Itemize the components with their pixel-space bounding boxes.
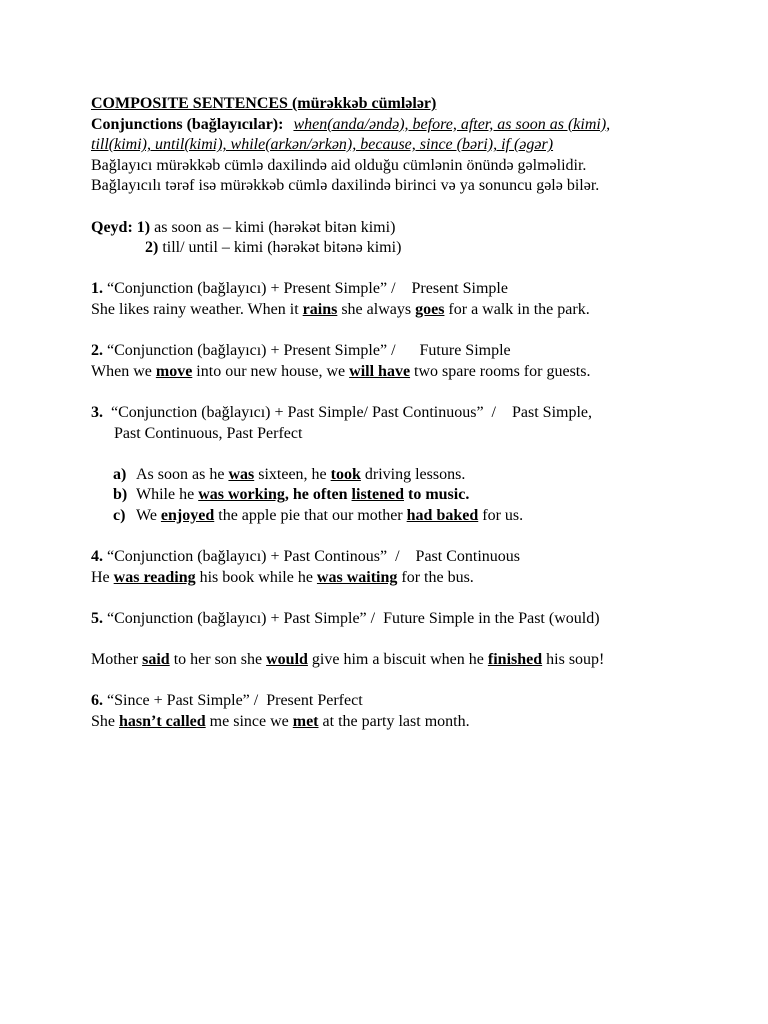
verb-highlight: took bbox=[330, 465, 361, 483]
example-text: for us. bbox=[478, 506, 524, 524]
example-text: Mother bbox=[91, 651, 143, 669]
section-4-formula bbox=[91, 547, 731, 568]
verb-highlight: move bbox=[155, 362, 193, 380]
conjunctions-list-continued: till(kimi), until(kimi), while(arkən/ərkən), because, since (bəri), if (əgər) bbox=[91, 136, 554, 154]
example-text: two spare rooms for guests. bbox=[410, 362, 591, 380]
example-text: for the bus. bbox=[397, 568, 474, 586]
section-2-number: 2. bbox=[91, 342, 103, 360]
section-5-number: 5. bbox=[91, 609, 103, 627]
section-5-example bbox=[91, 650, 731, 671]
section-2-example bbox=[91, 362, 731, 383]
section-6-formula-text: “Since + Past Simple” / Present Perfect bbox=[107, 692, 363, 710]
verb-highlight: will have bbox=[349, 362, 411, 380]
verb-highlight: enjoyed bbox=[160, 506, 215, 524]
note-text-2: till/ until – kimi (hərəkət bitənə kimi) bbox=[158, 239, 402, 257]
list-item bbox=[113, 485, 731, 506]
example-text: give him a biscuit when he bbox=[307, 651, 488, 669]
section-5-formula-text: “Conjunction (bağlayıcı) + Past Simple” / Future Simple in the Past (would) bbox=[107, 609, 600, 627]
conjunctions-line bbox=[91, 115, 731, 136]
section-1-formula bbox=[91, 279, 731, 300]
list-marker: c) bbox=[113, 506, 126, 524]
section-2-formula-text: “Conjunction (bağlayıcı) + Present Simple” / Future Simple bbox=[107, 342, 511, 360]
verb-highlight: was waiting bbox=[316, 568, 398, 586]
document-title: COMPOSITE SENTENCES (mürəkkəb cümlələr) bbox=[91, 95, 437, 112]
conjunctions-list: when(anda/əndə), before, after, as soon as (kimi), bbox=[293, 115, 611, 133]
verb-highlight: rains bbox=[302, 300, 338, 318]
section-2-formula bbox=[91, 341, 731, 362]
verb-highlight: was reading bbox=[113, 568, 196, 586]
list-marker: a) bbox=[113, 465, 127, 483]
note-line-2 bbox=[91, 238, 731, 259]
note-number-2: 2) bbox=[145, 239, 159, 257]
conjunctions-label: Conjunctions (bağlayıcılar): bbox=[91, 115, 284, 133]
verb-highlight: met bbox=[292, 712, 319, 730]
section-4-number: 4. bbox=[91, 548, 103, 566]
example-text: driving lessons. bbox=[360, 465, 466, 483]
example-text: to music. bbox=[404, 486, 470, 504]
verb-highlight: finished bbox=[487, 651, 543, 669]
verb-highlight: would bbox=[266, 651, 308, 669]
verb-highlight: had baked bbox=[406, 506, 479, 524]
section-1-formula-text: “Conjunction (bağlayıcı) + Present Simple” / Present Simple bbox=[107, 280, 508, 298]
section-3-number: 3. bbox=[91, 403, 103, 421]
section-6-example bbox=[91, 712, 731, 733]
verb-highlight: hasn’t called bbox=[119, 712, 206, 730]
example-text: his book while he bbox=[195, 568, 317, 586]
note-text-1: as soon as – kimi (hərəkət bitən kimi) bbox=[150, 218, 396, 236]
section-3-formula-continued: Past Continuous, Past Perfect bbox=[114, 424, 303, 442]
verb-highlight: listened bbox=[351, 486, 404, 504]
section-1-example bbox=[91, 300, 731, 321]
note-label: Qeyd: bbox=[91, 218, 133, 236]
list-item bbox=[113, 465, 731, 486]
example-text: While he bbox=[136, 486, 199, 504]
section-5-formula bbox=[91, 609, 731, 630]
list-item bbox=[113, 506, 731, 527]
example-text: He bbox=[91, 568, 114, 586]
example-text: When we bbox=[91, 362, 156, 380]
example-text: We bbox=[136, 506, 161, 524]
example-text: As soon as he bbox=[136, 465, 229, 483]
rule-line-1: Bağlayıcı mürəkkəb cümlə daxilində aid olduğu cümlənin önündə gəlməlidir. bbox=[91, 156, 587, 174]
verb-highlight: was bbox=[228, 465, 255, 483]
verb-highlight: goes bbox=[415, 300, 445, 318]
example-text: me since we bbox=[205, 712, 293, 730]
note-line-1 bbox=[91, 218, 731, 239]
section-3-examples bbox=[91, 465, 731, 527]
section-3-formula bbox=[91, 403, 731, 424]
section-3-formula-text: “Conjunction (bağlayıcı) + Past Simple/ Past Continuous” / Past Simple, bbox=[107, 403, 592, 421]
example-text: for a walk in the park. bbox=[444, 300, 590, 318]
example-text: She bbox=[91, 712, 119, 730]
rule-line-2: Bağlayıcılı tərəf isə mürəkkəb cümlə daxilində birinci və ya sonuncu gələ bilər. bbox=[91, 177, 600, 195]
section-1-number: 1. bbox=[91, 280, 103, 298]
verb-highlight: was working bbox=[198, 486, 285, 504]
section-4-formula-text: “Conjunction (bağlayıcı) + Past Continous” / Past Continuous bbox=[107, 548, 520, 566]
example-text: She likes rainy weather. When it bbox=[91, 300, 303, 318]
note-number-1: 1) bbox=[136, 218, 151, 236]
section-4-example bbox=[91, 568, 731, 589]
example-text: to her son she bbox=[169, 651, 267, 669]
example-text: she always bbox=[337, 300, 416, 318]
verb-highlight: said bbox=[142, 651, 170, 669]
example-text: into our new house, we bbox=[192, 362, 350, 380]
document-body bbox=[91, 94, 731, 732]
list-marker: b) bbox=[113, 486, 128, 504]
example-text: the apple pie that our mother bbox=[214, 506, 407, 524]
example-text: , he often bbox=[284, 486, 352, 504]
example-text: his soup! bbox=[542, 651, 605, 669]
section-6-formula bbox=[91, 691, 731, 712]
section-6-number: 6. bbox=[91, 692, 103, 710]
example-text: at the party last month. bbox=[318, 712, 470, 730]
example-text: sixteen, he bbox=[254, 465, 331, 483]
